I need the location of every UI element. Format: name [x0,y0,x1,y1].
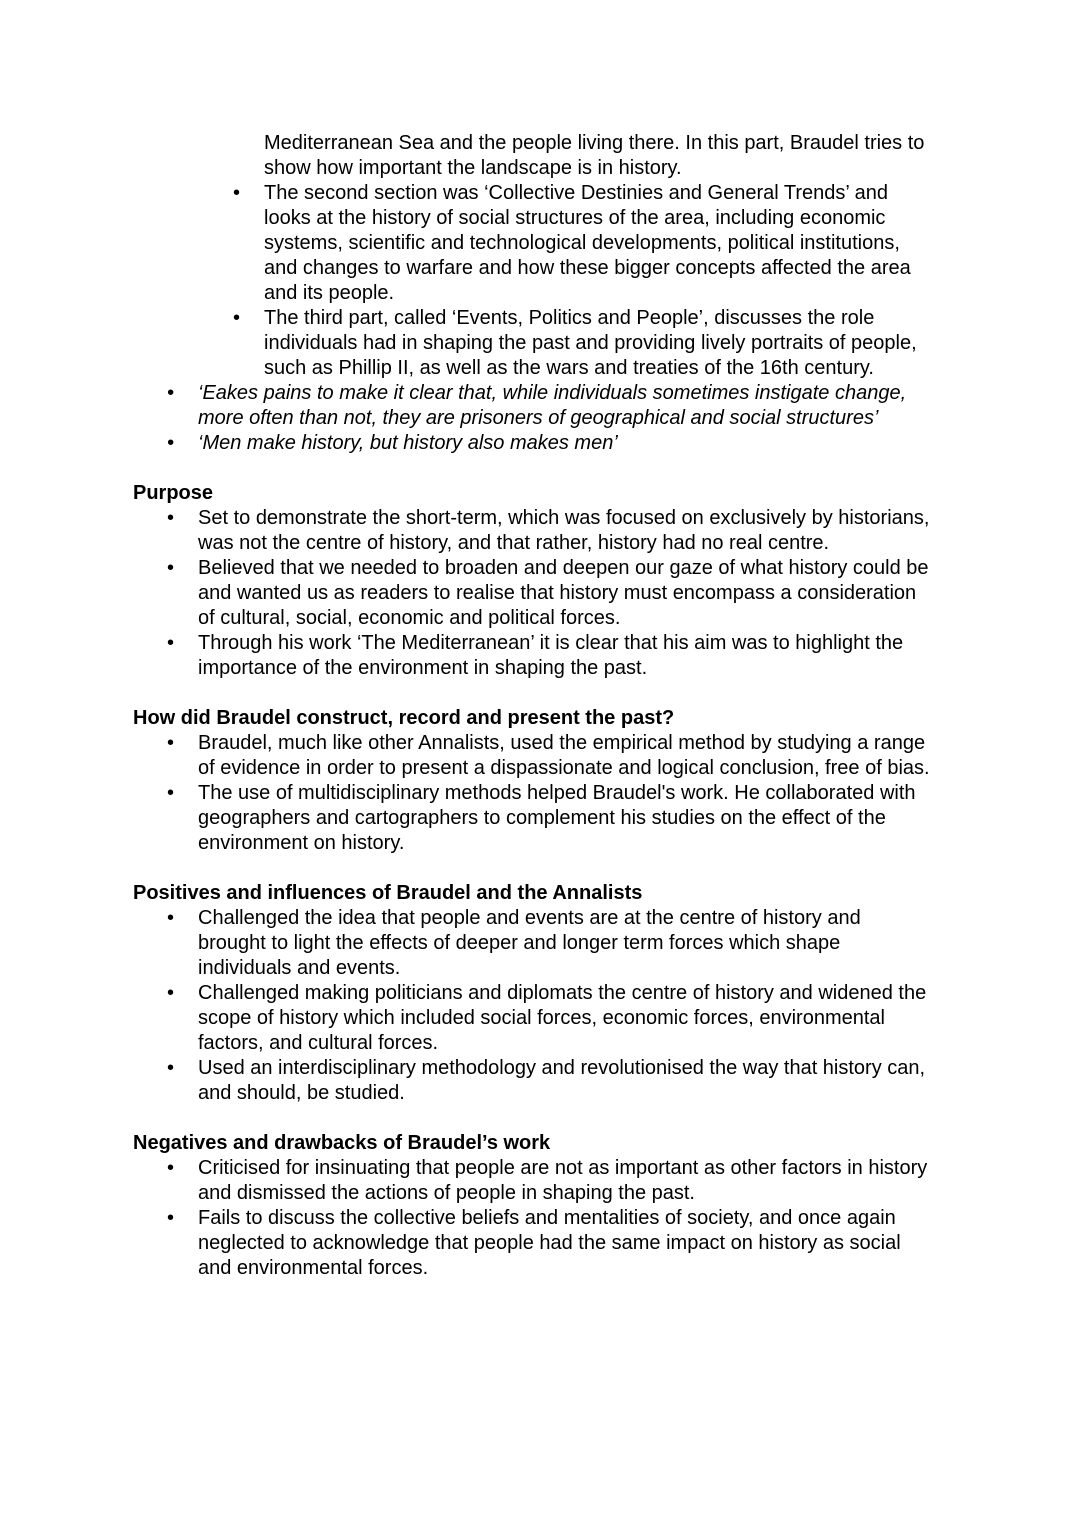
intro-quote-list [133,381,933,456]
page-content [133,131,933,1281]
list-item: • The third part, called ‘Events, Politics and People’, discusses the role individuals had in shaping the past and providing lively portraits of people, such as Phillip II, as well as the wars and treaties of the 16th century. [133,306,933,381]
section-heading-construct-record-present: How did Braudel construct, record and present the past? [133,707,675,729]
construct-bullet-list [133,731,933,856]
list-item: • Challenged the idea that people and events are at the centre of history and brought to light the effects of deeper and longer term forces which shape individuals and events. [133,906,933,981]
list-item: • The use of multidisciplinary methods helped Braudel's work. He collaborated with geographers and cartographers to complement his studies on the effect of the environment on history. [133,781,933,856]
quote-item: • ‘Eakes pains to make it clear that, while individuals sometimes instigate change, more often than not, they are prisoners of geographical and social structures’ [133,381,933,431]
intro-sub-bullet-list [133,181,933,381]
list-item: • Set to demonstrate the short-term, which was focused on exclusively by historians, was not the centre of history, and that rather, history had no real centre. [133,506,933,556]
list-item: • Criticised for insinuating that people are not as important as other factors in history and dismissed the actions of people in shaping the past. [133,1156,933,1206]
list-item: • Challenged making politicians and diplomats the centre of history and widened the scope of history which included social forces, economic forces, environmental factors, and cultural forces. [133,981,933,1056]
negatives-bullet-list [133,1156,933,1281]
section-heading-purpose: Purpose [133,482,214,504]
section-heading-positives: Positives and influences of Braudel and the Annalists [133,882,643,904]
list-item: • Braudel, much like other Annalists, used the empirical method by studying a range of evidence in order to present a dispassionate and logical conclusion, free of bias. [133,731,933,781]
positives-bullet-list [133,906,933,1106]
list-item: • Through his work ‘The Mediterranean’ it is clear that his aim was to highlight the importance of the environment in shaping the past. [133,631,933,681]
quote-item: • ‘Men make history, but history also makes men’ [133,431,933,456]
list-item: • Believed that we needed to broaden and deepen our gaze of what history could be and wanted us as readers to realise that history must encompass a consideration of cultural, social, economic and political forces. [133,556,933,631]
list-item: • The second section was ‘Collective Destinies and General Trends’ and looks at the history of social structures of the area, including economic systems, scientific and technological developments, political institutions, and changes to warfare and how these bigger concepts affected the area and its people. [133,181,933,306]
section-heading-negatives: Negatives and drawbacks of Braudel’s work [133,1132,551,1154]
continued-bullet-text: Mediterranean Sea and the people living there. In this part, Braudel tries to show how important the landscape is in history. [264,132,925,179]
list-item: • Fails to discuss the collective beliefs and mentalities of society, and once again neglected to acknowledge that people had the same impact on history as social and environmental forces. [133,1206,933,1281]
list-item: • Used an interdisciplinary methodology and revolutionised the way that history can, and should, be studied. [133,1056,933,1106]
purpose-bullet-list [133,506,933,681]
